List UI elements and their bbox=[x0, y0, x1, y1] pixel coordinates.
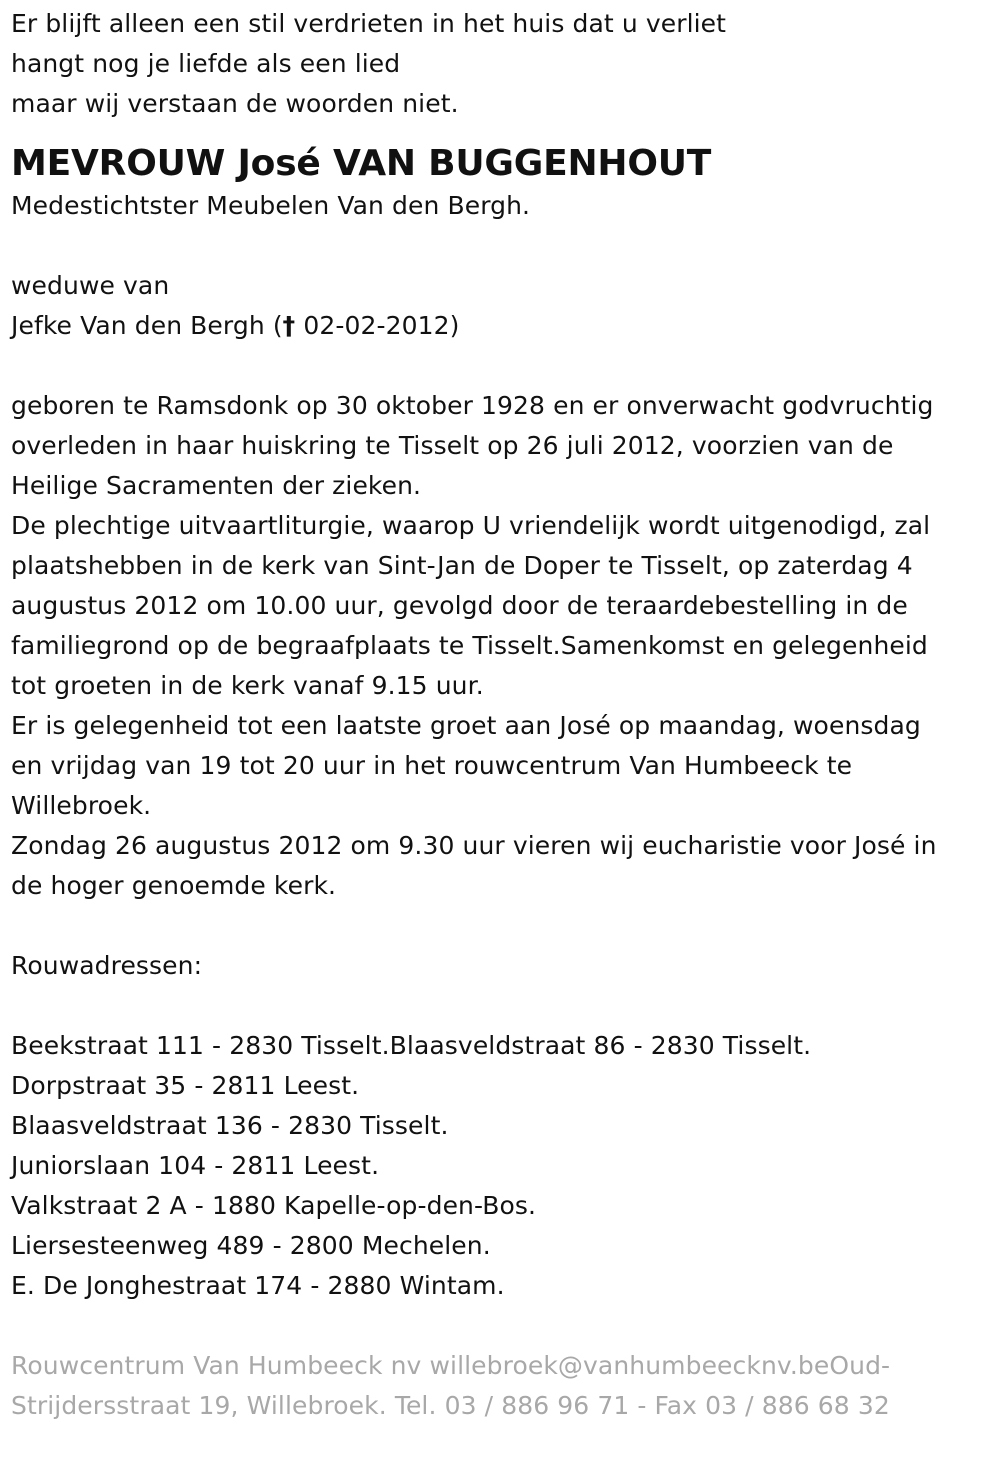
notice-body bbox=[11, 386, 996, 906]
address-item: Dorpstraat 35 - 2811 Leest. bbox=[11, 1071, 360, 1100]
address-item: Blaasveldstraat 136 - 2830 Tisselt. bbox=[11, 1111, 449, 1140]
body-line: geboren te Ramsdonk op 30 oktober 1928 en er onverwacht godvruchtig bbox=[11, 391, 934, 420]
poem bbox=[11, 4, 996, 124]
spouse-intro: weduwe van bbox=[11, 271, 170, 300]
body-line: plaatshebben in de kerk van Sint-Jan de Doper te Tisselt, op zaterdag 4 bbox=[11, 551, 913, 580]
address-item: Valkstraat 2 A - 1880 Kapelle-op-den-Bos. bbox=[11, 1191, 537, 1220]
spacer bbox=[11, 1306, 996, 1346]
body-line: de hoger genoemde kerk. bbox=[11, 871, 337, 900]
body-line: tot groeten in de kerk vanaf 9.15 uur. bbox=[11, 671, 484, 700]
body-line: Willebroek. bbox=[11, 791, 152, 820]
footer-line: Rouwcentrum Van Humbeeck nv willebroek@vanhumbeecknv.beOud- bbox=[11, 1351, 891, 1380]
body-line: De plechtige uitvaartliturgie, waarop U vriendelijk wordt uitgenodigd, zal bbox=[11, 511, 931, 540]
spouse-name-prefix: Jefke Van den Bergh ( bbox=[11, 311, 283, 340]
body-line: en vrijdag van 19 tot 20 uur in het rouwcentrum Van Humbeeck te bbox=[11, 751, 853, 780]
spacer bbox=[11, 226, 996, 266]
spacer bbox=[11, 346, 996, 386]
death-notice bbox=[11, 4, 996, 1426]
deceased-name: MEVROUW José VAN BUGGENHOUT bbox=[11, 143, 712, 184]
body-line: familiegrond op de begraafplaats te Tisselt.Samenkomst en gelegenheid bbox=[11, 631, 928, 660]
footer-line: Strijdersstraat 19, Willebroek. Tel. 03 / 886 96 71 - Fax 03 / 886 68 32 bbox=[11, 1391, 890, 1420]
poem-line: hangt nog je liefde als een lied bbox=[11, 49, 401, 78]
spacer bbox=[11, 906, 996, 946]
poem-line: maar wij verstaan de woorden niet. bbox=[11, 89, 459, 118]
cross-icon: † bbox=[282, 311, 296, 340]
spacer bbox=[11, 986, 996, 1026]
body-line: overleden in haar huiskring te Tisselt op 26 juli 2012, voorzien van de bbox=[11, 431, 894, 460]
spouse-death-date: 02-02-2012) bbox=[295, 311, 460, 340]
spouse-name bbox=[11, 306, 996, 346]
addresses-heading: Rouwadressen: bbox=[11, 951, 203, 980]
funeral-home-footer bbox=[11, 1346, 996, 1426]
address-item: Beekstraat 111 - 2830 Tisselt.Blaasveldstraat 86 - 2830 Tisselt. bbox=[11, 1031, 812, 1060]
address-item: Liersesteenweg 489 - 2800 Mechelen. bbox=[11, 1231, 491, 1260]
body-line: augustus 2012 om 10.00 uur, gevolgd door de teraardebestelling in de bbox=[11, 591, 908, 620]
body-line: Er is gelegenheid tot een laatste groet aan José op maandag, woensdag bbox=[11, 711, 921, 740]
address-item: Juniorslaan 104 - 2811 Leest. bbox=[11, 1151, 380, 1180]
body-line: Zondag 26 augustus 2012 om 9.30 uur vieren wij eucharistie voor José in bbox=[11, 831, 937, 860]
deceased-role: Medestichtster Meubelen Van den Bergh. bbox=[11, 191, 531, 220]
address-list bbox=[11, 1026, 996, 1306]
body-line: Heilige Sacramenten der zieken. bbox=[11, 471, 422, 500]
poem-line: Er blijft alleen een stil verdrieten in het huis dat u verliet bbox=[11, 9, 727, 38]
address-item: E. De Jonghestraat 174 - 2880 Wintam. bbox=[11, 1271, 505, 1300]
